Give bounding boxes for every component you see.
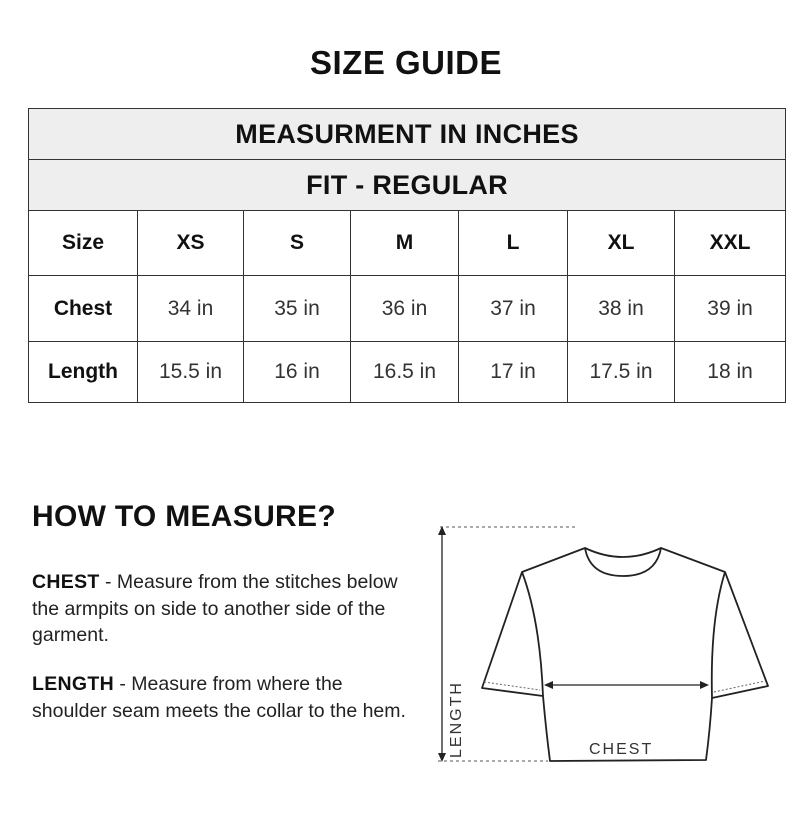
- chest-cell: 37 in: [459, 276, 568, 342]
- size-cell: S: [244, 211, 351, 276]
- chest-key: CHEST: [32, 571, 100, 593]
- right-sleeve-stitch: [714, 681, 765, 692]
- chest-row: [29, 276, 786, 342]
- length-row-label: Length: [29, 342, 138, 403]
- length-cell: 16.5 in: [351, 342, 459, 403]
- length-cell: 17.5 in: [568, 342, 675, 403]
- length-cell: 16 in: [244, 342, 351, 403]
- chest-instruction-text: - Measure from the stitches below the armpits on side to another side of the garment.: [32, 571, 398, 646]
- table-heading: MEASURMENT IN INCHES: [29, 109, 786, 160]
- size-cell: L: [459, 211, 568, 276]
- length-arrow: [438, 526, 446, 762]
- size-cell: XL: [568, 211, 675, 276]
- size-table: [28, 108, 786, 403]
- chest-row-label: Chest: [29, 276, 138, 342]
- length-instruction: [32, 671, 422, 724]
- tshirt-measure-diagram: [430, 520, 780, 775]
- tshirt-outline: [482, 548, 768, 761]
- length-cell: 18 in: [675, 342, 786, 403]
- chest-cell: 34 in: [138, 276, 244, 342]
- size-cell: XS: [138, 211, 244, 276]
- page-title: SIZE GUIDE: [309, 44, 503, 81]
- length-cell: 17 in: [459, 342, 568, 403]
- size-row-label: Size: [29, 211, 138, 276]
- length-diagram-label: LENGTH: [448, 681, 465, 758]
- chest-cell: 39 in: [675, 276, 786, 342]
- fit-label: FIT - REGULAR: [29, 160, 786, 211]
- length-key: LENGTH: [32, 673, 114, 695]
- chest-instruction: [32, 569, 422, 649]
- chest-cell: 38 in: [568, 276, 675, 342]
- size-row: [29, 211, 786, 276]
- how-to-measure-heading: HOW TO MEASURE?: [32, 500, 336, 533]
- chest-diagram-label: CHEST: [589, 741, 654, 758]
- size-cell: XXL: [675, 211, 786, 276]
- chest-arrow: [544, 681, 709, 689]
- length-cell: 15.5 in: [138, 342, 244, 403]
- chest-cell: 36 in: [351, 276, 459, 342]
- chest-cell: 35 in: [244, 276, 351, 342]
- length-row: [29, 342, 786, 403]
- length-instruction-text: - Measure from where the shoulder seam meets the collar to the hem.: [32, 673, 406, 722]
- size-cell: M: [351, 211, 459, 276]
